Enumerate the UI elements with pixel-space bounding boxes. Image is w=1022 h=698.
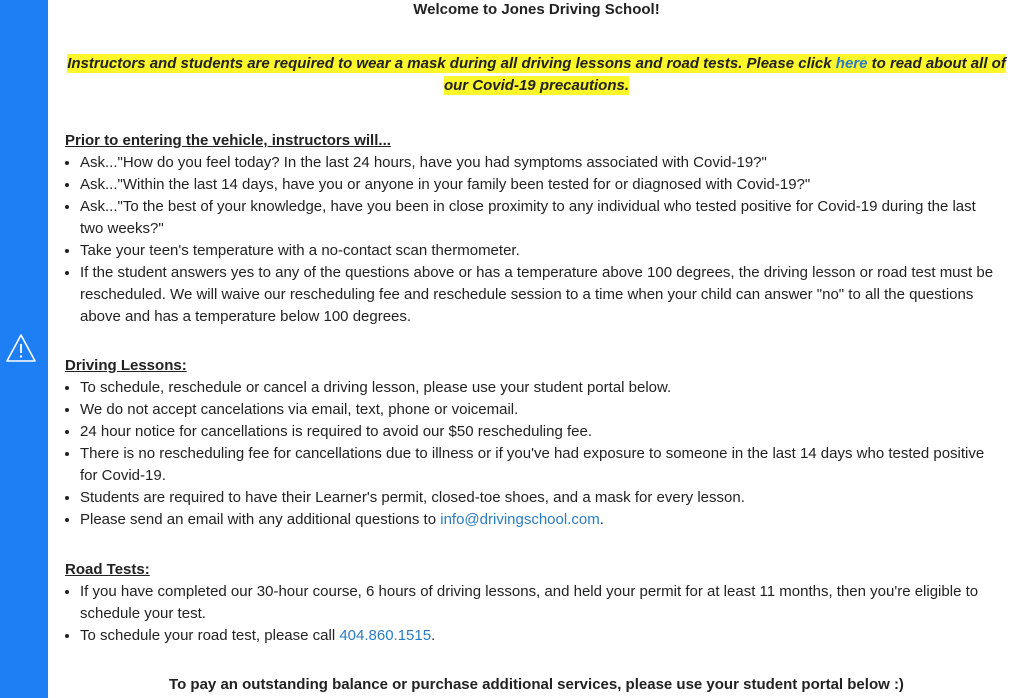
- list-item: • 24 hour notice for cancellations is required to avoid our $50 rescheduling fee.: [80, 421, 1002, 443]
- list-item: [80, 625, 1002, 647]
- list-item: • Take your teen's temperature with a no-contact scan thermometer.: [80, 240, 1002, 262]
- left-accent-bar: [0, 0, 48, 698]
- list-item: • Ask..."Within the last 14 days, have you or anyone in your family been tested for or diagnosed with Covid-19?": [80, 174, 1002, 196]
- lessons-list: [65, 377, 1002, 531]
- list-item: • Students are required to have their Learner's permit, closed-toe shoes, and a mask for every lesson.: [80, 487, 1002, 509]
- list-item: [80, 509, 1002, 531]
- email-prefix: Please send an email with any additional questions to: [80, 511, 441, 528]
- notice-text-end: to read about all of our Covid-19 precautions.: [443, 55, 1006, 94]
- road-tests-list: [65, 581, 1002, 647]
- email-link[interactable]: info@drivingschool.com: [440, 511, 600, 528]
- driving-lessons-heading: Driving Lessons:: [65, 357, 187, 374]
- covid-notice: [65, 53, 1008, 97]
- notice-text: Instructors and students are required to wear a mask during all driving lessons and road tests. Please click: [67, 55, 836, 72]
- email-suffix: .: [599, 511, 604, 528]
- page-title: Welcome to Jones Driving School!: [413, 1, 660, 18]
- list-item: • Ask..."To the best of your knowledge, have you been in close proximity to any individual who tested positive for Covid-19 during the last two weeks?": [80, 196, 1002, 240]
- portal-footer-text: To pay an outstanding balance or purchase additional services, please use your student portal below :): [169, 676, 904, 693]
- precautions-link[interactable]: here: [835, 55, 868, 72]
- road-tests-heading: Road Tests:: [65, 561, 150, 578]
- phone-suffix: .: [431, 627, 436, 644]
- phone-link[interactable]: 404.860.1515: [339, 627, 432, 644]
- list-item: • We do not accept cancelations via email, text, phone or voicemail.: [80, 399, 1002, 421]
- list-item: • If the student answers yes to any of the questions above or has a temperature above 100 degrees, the driving lesson or road test must be rescheduled. We will waive our rescheduling fee and reschedule session to a time when your child can answer "no" to all the questions above and has a temperature below 100 degrees.: [80, 262, 1002, 328]
- list-item: • To schedule, reschedule or cancel a driving lesson, please use your student portal below.: [80, 377, 1002, 399]
- notice-highlight: [67, 54, 1006, 95]
- instructors-list: [65, 152, 1002, 328]
- list-item: • There is no rescheduling fee for cancellations due to illness or if you've had exposure to someone in the last 14 days who tested positive for Covid-19.: [80, 443, 1002, 487]
- list-item: • If you have completed our 30-hour course, 6 hours of driving lessons, and held your permit for at least 11 months, then you're eligible to schedule your test.: [80, 581, 1002, 625]
- list-item: • Ask..."How do you feel today? In the last 24 hours, have you had symptoms associated with Covid-19?": [80, 152, 1002, 174]
- instructors-heading: Prior to entering the vehicle, instructors will...: [65, 132, 391, 149]
- warning-icon: [5, 333, 37, 363]
- phone-prefix: To schedule your road test, please call: [80, 627, 340, 644]
